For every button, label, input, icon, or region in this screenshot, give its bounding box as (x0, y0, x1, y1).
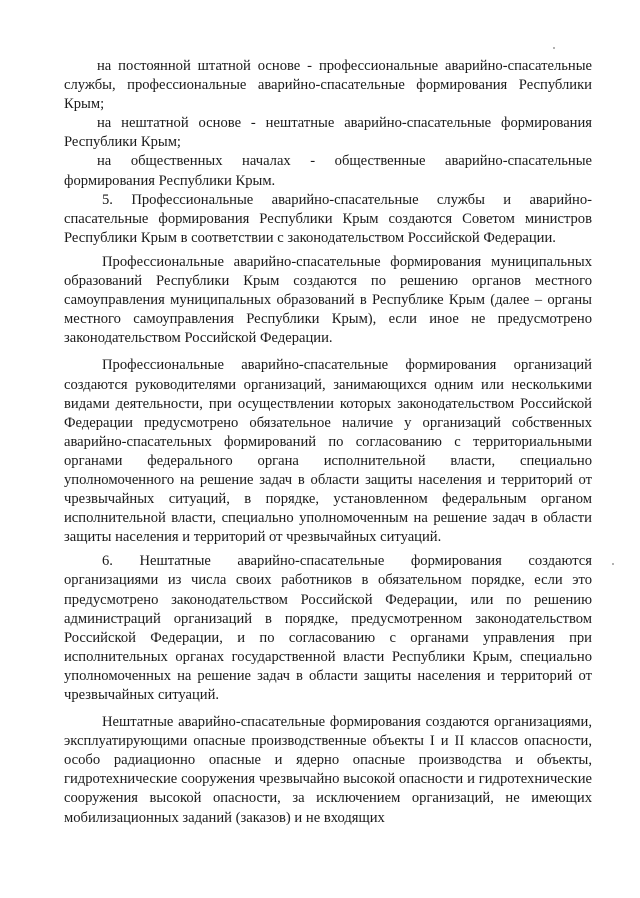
scan-speck (553, 47, 555, 49)
paragraph-item-5: 5. Профессиональные аварийно-спасательные службы и аварийно-спасательные формирования Республики Крым создаются Советом министров Республики Крым в соответствии с законодательством Российской Федерации. (64, 191, 592, 246)
scan-speck (612, 563, 614, 565)
paragraph-organization-formations: Профессиональные аварийно-спасательные формирования организаций создаются руководителями организаций, занимающихся одним или несколькими видами деятельности, при осуществлении которых законодательством Российской Федерации предусмотрено обязательное наличие у организаций собственных аварийно-спасательных формирований по согласованию с территориальными органами федерального органа исполнительной власти, специально уполномоченного на решение задач в области защиты населения и территорий от чрезвычайных ситуаций, в порядке, установленном федеральным органом исполнительной власти, специально уполномоченным на решение задач в области защиты населения и территорий от чрезвычайных ситуаций. (64, 357, 592, 546)
paragraph-voluntary-basis: на общественных началах - общественные аварийно-спасательные формирования Республики Крым. (64, 153, 592, 189)
paragraph-hazardous-facilities: Нештатные аварийно-спасательные формирования создаются организациями, эксплуатирующими опасные производственные объекты I и II классов опасности, особо радиационно опасные и ядерно опасные производства и объекты, гидротехнические сооружения чрезвычайно высокой опасности и гидротехнические сооружения высокой опасности, за исключением организаций, не имеющих мобилизационных заданий (заказов) и не входящих (64, 714, 592, 826)
paragraph-non-staff-basis: на нештатной основе - нештатные аварийно-спасательные формирования Республики Крым; (64, 115, 592, 151)
paragraph-permanent-basis: на постоянной штатной основе - профессиональные аварийно-спасательные службы, профессиональные аварийно-спасательные формирования Республики Крым; (64, 58, 592, 113)
paragraph-municipal-formations: Профессиональные аварийно-спасательные формирования муниципальных образований Республики Крым создаются по решению органов местного самоуправления муниципальных образований в Республике Крым (далее – органы местного самоуправления Республики Крым), если иное не предусмотрено законодательством Российской Федерации. (64, 253, 592, 347)
document-body (64, 57, 592, 828)
paragraph-item-6: 6. Нештатные аварийно-спасательные формирования создаются организациями из числа своих работников в обязательном порядке, если это предусмотрено законодательством Российской Федерации, или по решению администраций организаций в порядке, предусмотренном законодательством Российской Федерации, и по согласованию с органами управления при исполнительных органах государственной власти Республики Крым, специально уполномоченных на решение задач в области защиты населения и территорий от чрезвычайных ситуаций. (64, 553, 592, 703)
